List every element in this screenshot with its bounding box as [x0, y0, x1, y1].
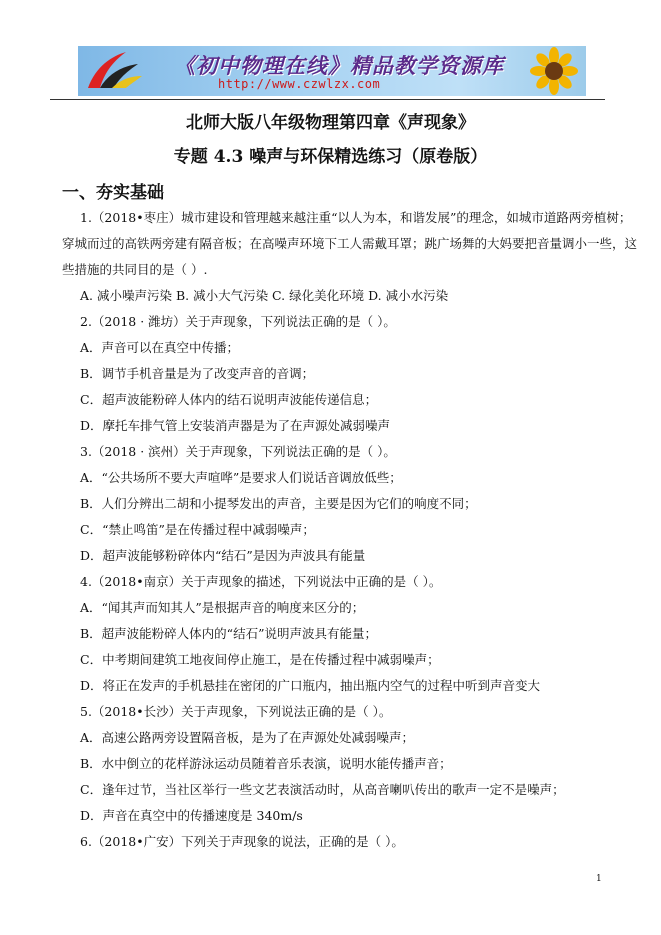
question-2-stem: 2.（2018 · 潍坊）关于声现象，下列说法正确的是（ ）。: [80, 314, 396, 329]
question-4-option-d: D．将正在发声的手机悬挂在密闭的广口瓶内，抽出瓶内空气的过程中听到声音变大: [80, 678, 541, 693]
question-5-stem: 5.（2018•长沙）关于声现象，下列说法正确的是（ ）。: [80, 704, 392, 719]
question-4-option-a: A．“闻其声而知其人”是根据声音的响度来区分的；: [80, 600, 365, 615]
question-2-option-b: B．调节手机音量是为了改变声音的音调；: [80, 366, 315, 381]
document-subtitle: 专题 4.3 噪声与环保精选练习（原卷版）: [173, 147, 488, 167]
question-2-option-d: D．摩托车排气管上安装消声器是为了在声源处减弱噪声: [80, 418, 391, 433]
question-6-stem: 6.（2018•广安）下列关于声现象的说法，正确的是（ ）。: [80, 834, 404, 849]
question-4-option-c: C．中考期间建筑工地夜间停止施工，是在传播过程中减弱噪声；: [80, 652, 440, 667]
header-banner: [78, 46, 586, 96]
question-5-option-c: C．逢年过节，当社区举行一些文艺表演活动时，从高音喇叭传出的歌声一定不是噪声；: [80, 782, 565, 797]
question-2-option-c: C．超声波能粉碎人体内的结石说明声波能传递信息；: [80, 392, 378, 407]
logo-icon: [82, 48, 144, 94]
banner-title: 《初中物理在线》精品教学资源库: [174, 53, 504, 78]
question-3-option-d: D．超声波能够粉碎体内“结石”是因为声波具有能量: [80, 548, 366, 563]
sunflower-icon: [524, 46, 584, 96]
question-2-option-a: A．声音可以在真空中传播；: [80, 340, 240, 355]
question-5-option-a: A．高速公路两旁设置隔音板，是为了在声源处处减弱噪声；: [80, 730, 415, 745]
question-1-line-1: 1.（2018•枣庄）城市建设和管理越来越注重“以人为本，和谐发展”的理念，如城市道路两旁植树；: [80, 210, 632, 225]
question-3-stem: 3.（2018 · 滨州）关于声现象，下列说法正确的是（ ）。: [80, 444, 396, 459]
banner-url: http://www.czwlzx.com: [218, 77, 381, 91]
question-1-line-3: 些措施的共同目的是（ ）.: [62, 262, 208, 277]
question-5-option-d: D．声音在真空中的传播速度是 340m/s: [80, 808, 303, 823]
question-4-stem: 4.（2018•南京）关于声现象的描述，下列说法中正确的是（ ）。: [80, 574, 442, 589]
header-rule: [50, 99, 605, 100]
section-heading: 一、夯实基础: [62, 183, 164, 203]
question-1-options: A. 减小噪声污染 B. 减小大气污染 C. 绿化美化环境 D. 减小水污染: [80, 288, 449, 303]
question-5-option-b: B．水中倒立的花样游泳运动员随着音乐表演，说明水能传播声音；: [80, 756, 452, 771]
question-1-line-2: 穿城而过的高铁两旁建有隔音板；在高噪声环境下工人需戴耳罩；跳广场舞的大妈要把音量调小一些，这: [62, 236, 638, 251]
question-3-option-b: B．人们分辨出二胡和小提琴发出的声音，主要是因为它们的响度不同；: [80, 496, 477, 511]
question-4-option-b: B．超声波能粉碎人体内的“结石”说明声波具有能量；: [80, 626, 377, 641]
document-title: 北师大版八年级物理第四章《声现象》: [186, 113, 475, 133]
question-3-option-a: A．“公共场所不要大声喧哗”是要求人们说话音调放低些；: [80, 470, 402, 485]
question-3-option-c: C．“禁止鸣笛”是在传播过程中减弱噪声；: [80, 522, 315, 537]
page-number: 1: [596, 874, 602, 884]
